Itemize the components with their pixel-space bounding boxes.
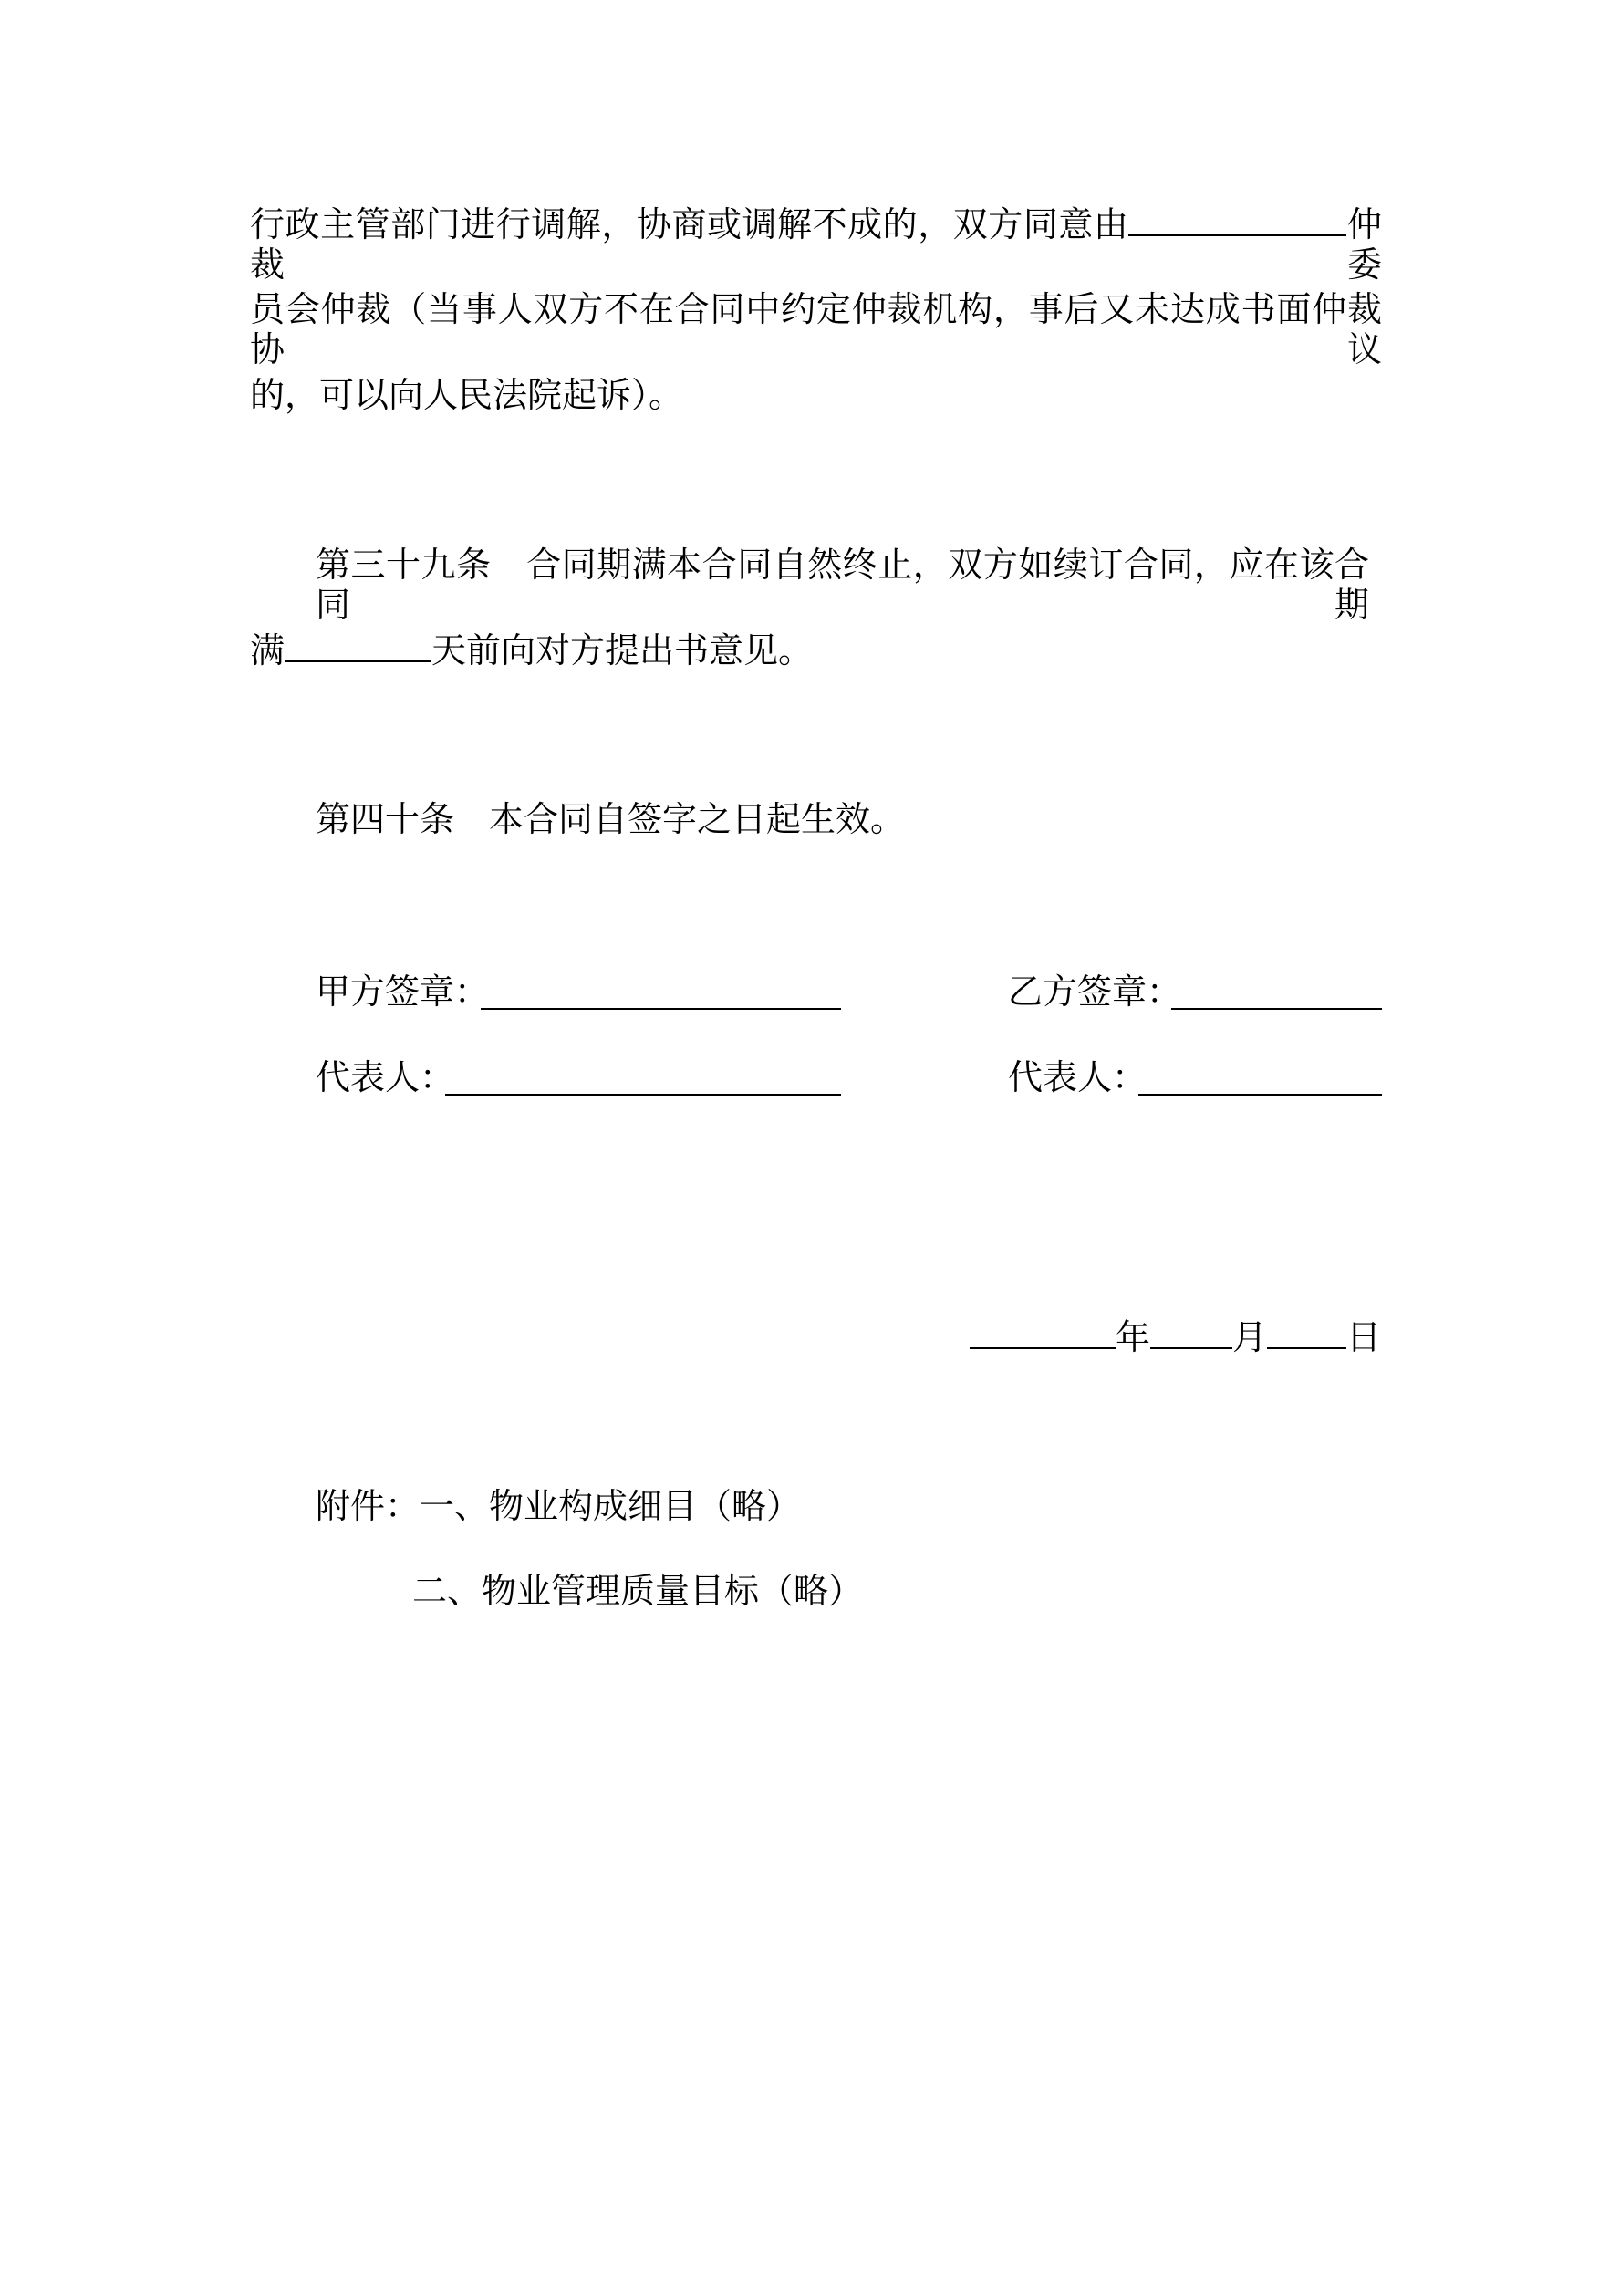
party-b-seal-blank[interactable] (1171, 977, 1382, 1010)
article-38-line-2: 员会仲裁（当事人双方不在合同中约定仲裁机构，事后又未达成书面仲裁协议 (250, 289, 1382, 369)
party-b-seal-label: 乙方签章： (1008, 971, 1182, 1012)
day-blank[interactable] (1267, 1316, 1346, 1349)
article-38-line-1 (250, 203, 1382, 285)
month-blank[interactable] (1150, 1316, 1232, 1349)
party-b-rep-blank[interactable] (1138, 1063, 1382, 1096)
article-38-line-3: 的，可以向人民法院起诉）。 (250, 375, 684, 415)
month-label: 月 (1232, 1317, 1268, 1357)
text: 满 (250, 630, 286, 670)
attachment-1: 附件：一、物业构成细目（略） (316, 1486, 802, 1526)
article-39-line-1: 第三十九条 合同期满本合同自然终止，双方如续订合同，应在该合同期 (316, 545, 1369, 625)
party-a-seal-blank[interactable] (481, 977, 841, 1010)
year-blank[interactable] (970, 1316, 1116, 1349)
arbitration-committee-blank[interactable] (1128, 203, 1346, 236)
text: 天前向对方提出书意见。 (431, 630, 814, 670)
article-39-line-2 (250, 629, 813, 670)
text: 行政主管部门进行调解，协商或调解不成的，双方同意由 (250, 204, 1129, 244)
party-a-rep-label: 代表人： (316, 1057, 455, 1097)
date-line (970, 1316, 1381, 1357)
days-blank[interactable] (285, 629, 431, 662)
article-40: 第四十条 本合同自签字之日起生效。 (316, 799, 906, 839)
attachment-2: 二、物业管理质量目标（略） (412, 1571, 864, 1611)
day-label: 日 (1346, 1317, 1382, 1357)
year-label: 年 (1116, 1317, 1151, 1357)
text: 仲裁委 (250, 204, 1382, 285)
party-a-seal-label: 甲方签章： (316, 971, 490, 1012)
party-a-rep-blank[interactable] (445, 1063, 841, 1096)
party-b-rep-label: 代表人： (1008, 1057, 1148, 1097)
